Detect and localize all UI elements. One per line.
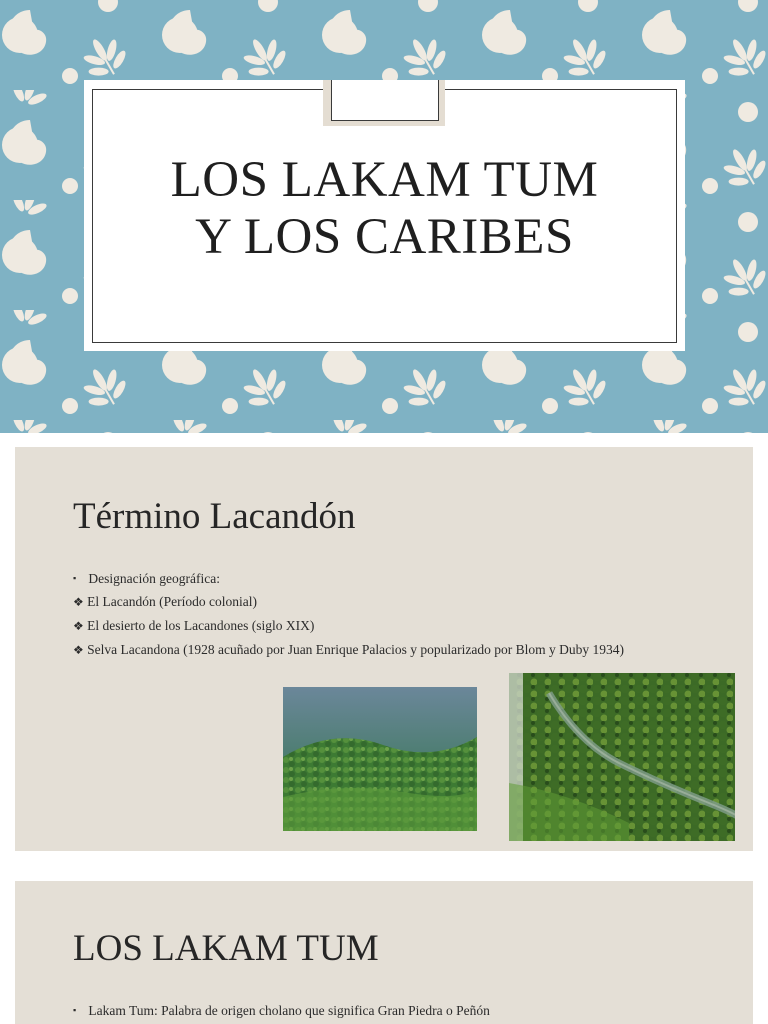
bullet-text: Lakam Tum: Palabra de origen cholano que significa Gran Piedra o Peñón xyxy=(88,1003,490,1018)
list-item xyxy=(73,593,624,617)
bullet-text: El desierto de los Lacandones (siglo XIX) xyxy=(87,618,315,633)
square-bullet-icon: ▪ xyxy=(73,573,77,583)
bullet-text: El Lacandón (Período colonial) xyxy=(87,594,257,609)
diamond-bullet-icon: ❖ xyxy=(73,643,84,657)
diamond-bullet-icon: ❖ xyxy=(73,595,84,609)
slide-termino-lacandon xyxy=(15,447,753,851)
slide-heading: LOS LAKAM TUM xyxy=(73,928,379,969)
title-slide xyxy=(0,0,768,433)
aerial-river-forest-photo xyxy=(509,673,735,841)
list-item xyxy=(73,569,624,593)
slide-los-lakam-tum xyxy=(15,881,753,1024)
title-card-tab-inner xyxy=(331,80,439,121)
title-line-1: LOS LAKAM TUM xyxy=(170,152,599,208)
bullet-text: Designación geográfica: xyxy=(88,571,220,586)
list-item xyxy=(73,1001,490,1024)
square-bullet-icon: ▪ xyxy=(73,1005,77,1015)
diamond-bullet-icon: ❖ xyxy=(73,619,84,633)
list-item xyxy=(73,641,624,665)
bullet-text: Selva Lacandona (1928 acuñado por Juan Enrique Palacios y popularizado por Blom y Duby 1934) xyxy=(87,642,625,657)
title-line-2: Y LOS CARIBES xyxy=(195,209,574,265)
list-item xyxy=(73,617,624,641)
aerial-forest-photo xyxy=(283,687,477,831)
bullet-list xyxy=(73,1001,490,1024)
bullet-list xyxy=(73,569,624,665)
slide-title xyxy=(84,152,685,266)
slide-heading: Término Lacandón xyxy=(73,496,356,537)
